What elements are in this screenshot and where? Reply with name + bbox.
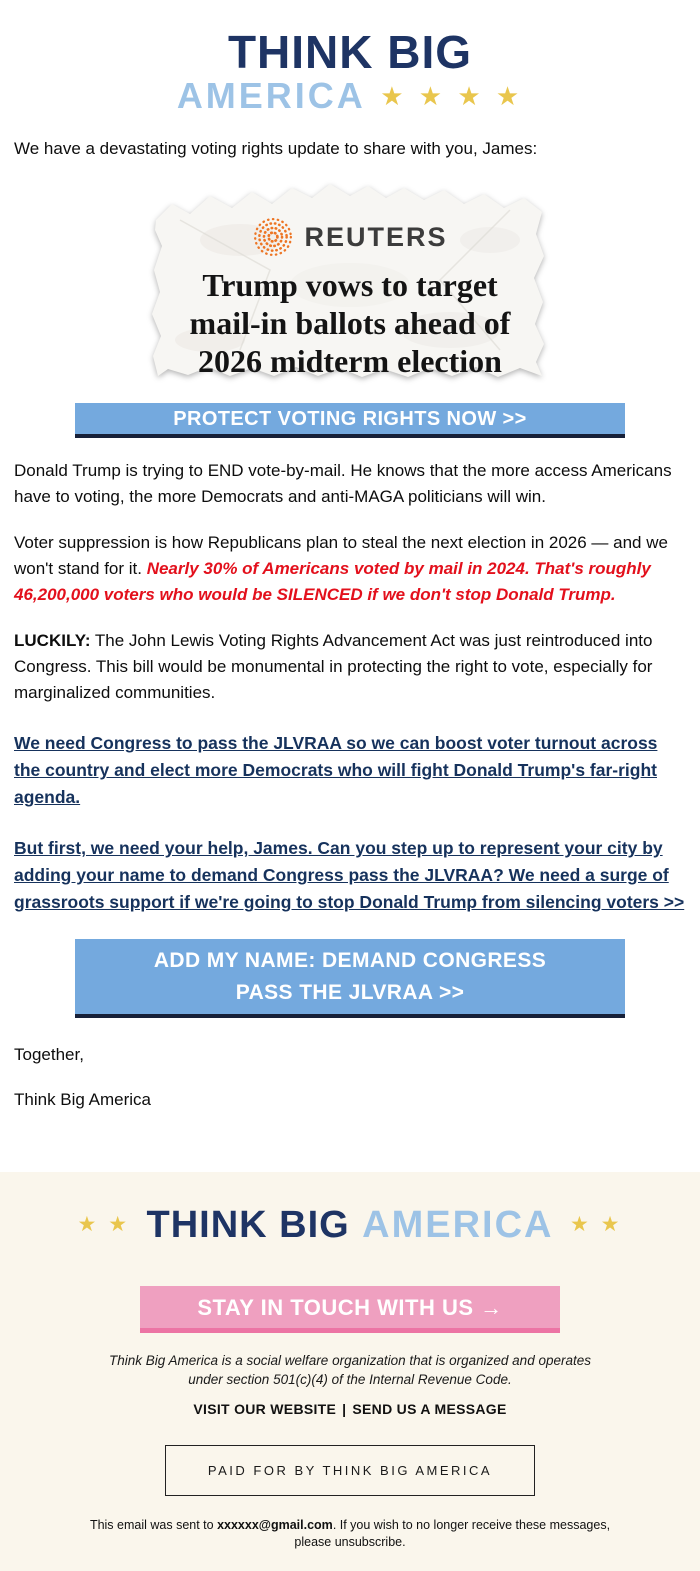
email-note-middle: . If you wish to no longer receive these messages, please — [294, 1518, 611, 1550]
unsubscribe-link[interactable]: unsubscribe — [334, 1535, 403, 1550]
brand-logo-title: THINK BIG — [227, 26, 473, 78]
signoff-org: Think Big America — [14, 1090, 151, 1110]
reuters-logo-row — [150, 216, 550, 258]
brand-logo-subtitle: AMERICA — [176, 75, 366, 116]
logo-stars-icon: ★ ★ ★ ★ — [380, 81, 524, 111]
add-name-cta-link-text[interactable]: But first, we need your help, James. Can you step up to represent your city by adding your name to demand Congress pass the JLVRAA? We need a surge of grassroots support if we're going to stop Donald Trump from silencing voters >> — [14, 838, 685, 913]
paragraph-trump-end-vbm: Donald Trump is trying to END vote-by-mail. He knows that the more access Americans have to voting, the more Democrats and anti-MAGA politicians will win. — [14, 461, 672, 507]
paragraph-luckily — [14, 628, 686, 706]
signoff-together: Together, — [14, 1045, 84, 1065]
email-note-suffix: . — [402, 1535, 406, 1550]
jlvraa-cta-link-text[interactable]: We need Congress to pass the JLVRAA so we can boost voter turnout across the country and elect more Democrats who will fight Donald Trump's far-right agenda. — [14, 733, 658, 808]
email-note-prefix: This email was sent to — [89, 1518, 218, 1533]
reuters-wordmark: REUTERS — [304, 221, 448, 252]
paid-for-disclaimer-box — [165, 1445, 535, 1496]
visit-website-link[interactable]: VISIT OUR WEBSITE — [193, 1401, 337, 1418]
headline-line-1: Trump vows to target — [202, 267, 498, 304]
reuters-logo-icon — [252, 216, 294, 258]
footer-logo-bold: THINK BIG — [146, 1204, 350, 1246]
recipient-email: xxxxxx@gmail.com — [217, 1518, 333, 1533]
brand-logo — [14, 28, 686, 115]
brand-logo-subtitle-row — [14, 77, 686, 115]
protect-voting-rights-button[interactable]: PROTECT VOTING RIGHTS NOW >> — [75, 403, 625, 438]
footer-logo-light: AMERICA — [362, 1204, 554, 1246]
links-separator: | — [342, 1401, 347, 1418]
intro-text: We have a devastating voting rights update to share with you, James: — [14, 139, 538, 159]
clipping-headline — [150, 266, 550, 380]
email-footer-note — [70, 1517, 630, 1551]
add-my-name-button-line2: PASS THE JLVRAA >> — [235, 981, 465, 1005]
headline-line-3: 2026 midterm election — [198, 343, 502, 380]
paragraph-voter-suppression — [14, 530, 686, 608]
footer-stars-left-icon: ★ ★ — [77, 1213, 131, 1236]
headline-line-2: mail-in ballots ahead of — [189, 305, 511, 342]
send-message-link[interactable]: SEND US A MESSAGE — [352, 1401, 507, 1418]
clipping-content — [150, 180, 550, 380]
luckily-label: LUCKILY: — [14, 631, 91, 651]
add-my-name-button[interactable] — [75, 939, 625, 1018]
email-footer-section — [0, 1172, 700, 1571]
news-clipping-image[interactable] — [150, 180, 550, 380]
footer-stars-right-icon: ★ ★ — [569, 1213, 623, 1236]
footer-links-row — [0, 1401, 700, 1417]
red-emphasis-text: Nearly 30% of Americans voted by mail in 2024. That's roughly 46,200,000 voters who would be SILENCED if we don't stop Donald Trump. — [14, 559, 651, 605]
paragraph-luckily-rest: The John Lewis Voting Rights Advancement Act was just reintroduced into Congress. This bill would be monumental in protecting the right to vote, especially for marginalized communities. — [14, 631, 653, 703]
stay-in-touch-button[interactable]: STAY IN TOUCH WITH US → — [140, 1286, 560, 1333]
disclaimer-text: Think Big America is a social welfare organization that is organized and operates under section 501(c)(4) of the Internal Revenue Code. — [108, 1353, 591, 1388]
paragraph-voter-suppression-normal: Voter suppression is how Republicans plan to steal the next election in 2026 — and we won't stand for it. — [14, 533, 668, 579]
add-my-name-button-line1: ADD MY NAME: DEMAND CONGRESS — [153, 949, 547, 973]
paid-for-text: PAID FOR BY THINK BIG AMERICA — [207, 1463, 493, 1479]
footer-brand-logo — [0, 1204, 700, 1246]
